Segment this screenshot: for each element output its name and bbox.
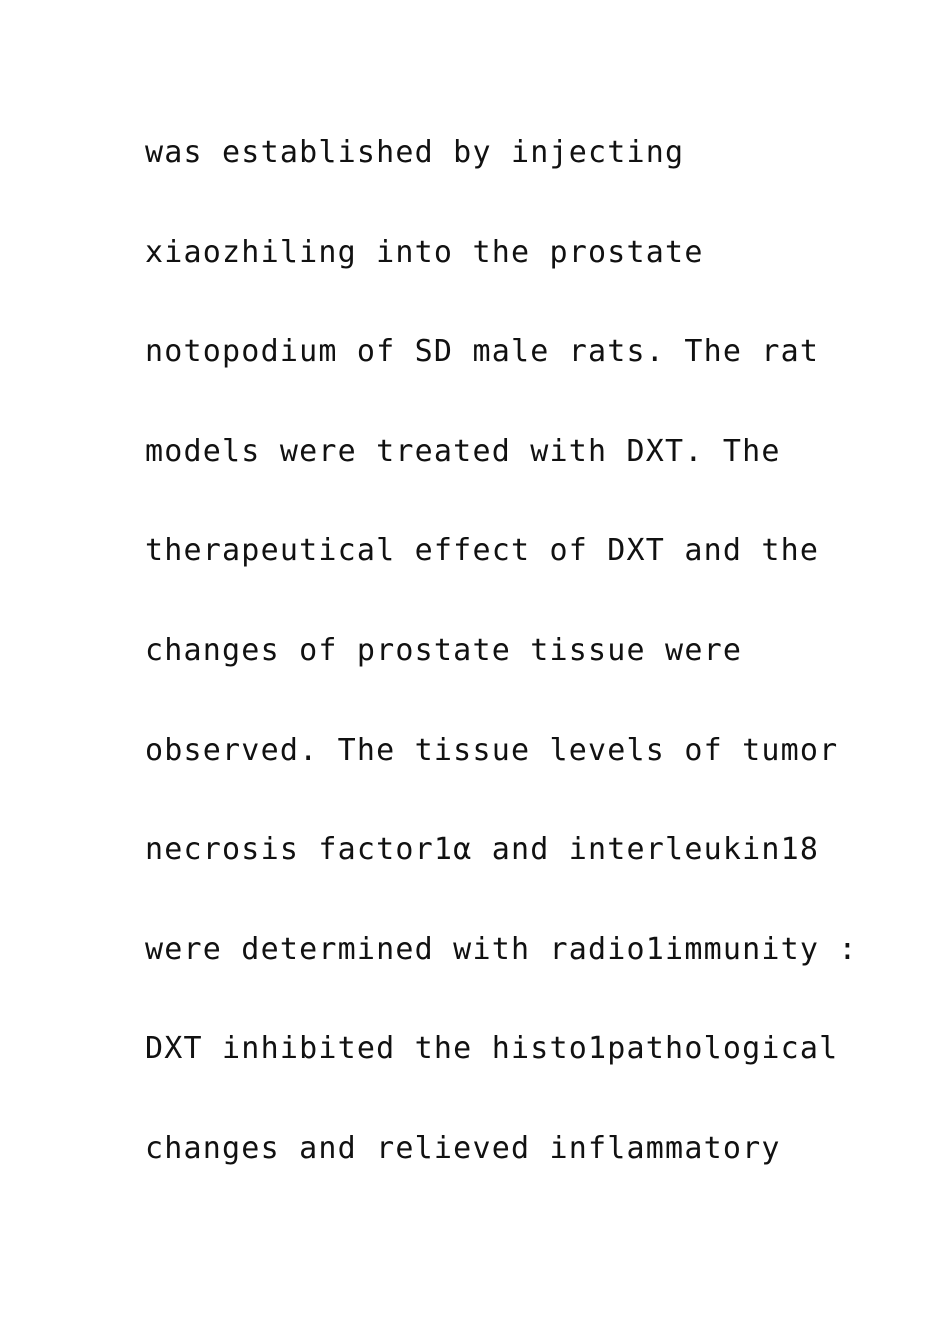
text-line-6: changes of prostate tissue were <box>145 632 743 668</box>
body-text <box>145 126 905 1222</box>
text-line-10: DXT inhibited the histo1pathological <box>145 1031 839 1067</box>
text-line-9: were determined with radio1immunity : <box>145 931 858 967</box>
text-line-8: necrosis factor1α and interleukin18 <box>145 832 820 868</box>
text-line-4: models were treated with DXT. The <box>145 433 781 469</box>
text-line-3: notopodium of SD male rats. The rat <box>145 334 820 370</box>
text-line-11: changes and relieved inflammatory <box>145 1130 781 1166</box>
text-line-7: observed. The tissue levels of tumor <box>145 732 839 768</box>
text-line-1: was established by injecting <box>145 135 685 170</box>
text-line-5: therapeutical effect of DXT and the <box>145 533 820 569</box>
text-line-2: xiaozhiling into the prostate <box>145 234 704 270</box>
